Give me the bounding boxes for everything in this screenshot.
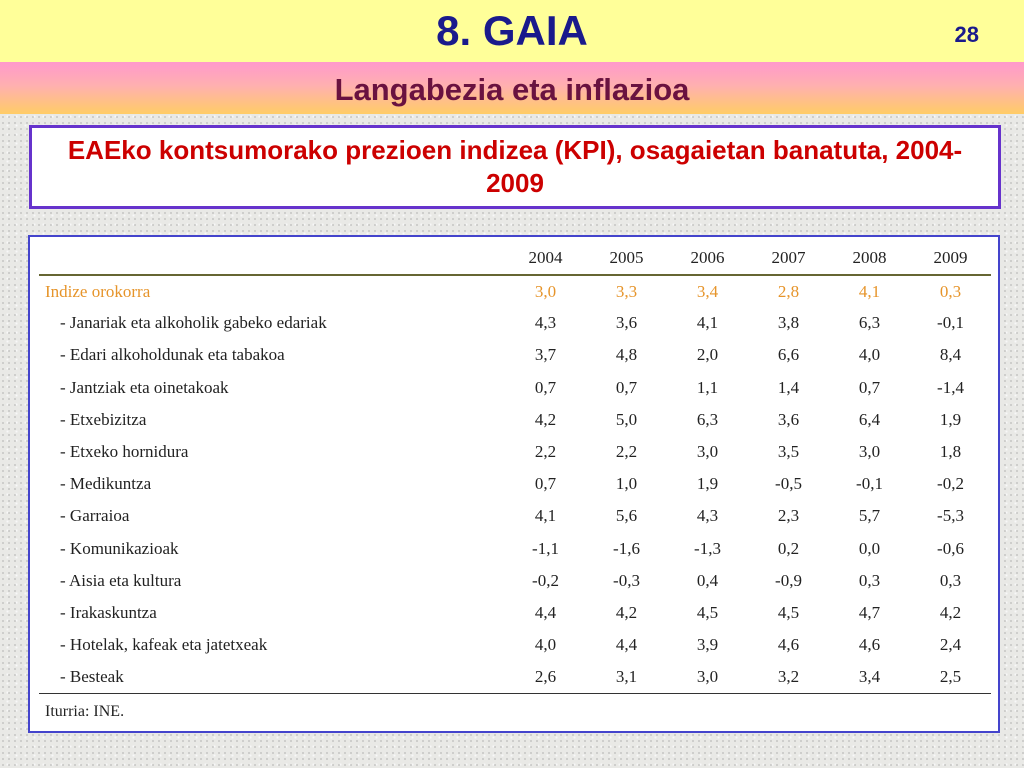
value-cell: 8,4: [939, 345, 962, 365]
value-cell: 4,2: [939, 602, 962, 622]
row-label: - Aisia eta kultura: [60, 570, 182, 590]
value-cell: 0,2: [777, 538, 800, 558]
year-header: 2007: [748, 241, 829, 275]
value-cell: 3,4: [696, 281, 719, 301]
value-cell: 6,6: [777, 345, 800, 365]
value-cell: 2,2: [534, 442, 557, 462]
value-cell: -5,3: [937, 506, 964, 526]
source-note: Iturria: INE.: [45, 703, 125, 720]
value-cell: 2,0: [696, 345, 719, 365]
value-cell: 6,3: [858, 313, 881, 333]
year-header: 2006: [667, 241, 748, 275]
value-cell: 0,7: [534, 377, 557, 397]
value-cell: -0,9: [775, 570, 802, 590]
value-cell: 4,0: [534, 635, 557, 655]
value-cell: 0,7: [615, 377, 638, 397]
table-panel: [28, 235, 1000, 733]
row-label: - Edari alkoholdunak eta tabakoa: [60, 345, 285, 365]
value-cell: 2,8: [777, 281, 800, 301]
value-cell: 0,0: [858, 538, 881, 558]
value-cell: 6,4: [858, 409, 881, 429]
value-cell: 0,4: [696, 570, 719, 590]
row-label: - Jantziak eta oinetakoak: [60, 377, 229, 397]
table-row-general-index: [39, 275, 991, 307]
value-cell: 3,6: [615, 313, 638, 333]
value-cell: 3,6: [777, 409, 800, 429]
value-cell: 4,1: [696, 313, 719, 333]
table-row: [39, 339, 991, 371]
value-cell: 3,0: [858, 442, 881, 462]
value-cell: 1,9: [696, 474, 719, 494]
value-cell: -0,6: [937, 538, 964, 558]
value-cell: 3,3: [615, 281, 638, 301]
table-heading-box: [29, 125, 1001, 209]
slide-subtitle: Langabezia eta inflazioa: [334, 72, 690, 107]
value-cell: 4,4: [615, 635, 638, 655]
value-cell: 4,8: [615, 345, 638, 365]
value-cell: -0,5: [775, 474, 802, 494]
value-cell: -0,2: [532, 570, 559, 590]
row-label: - Etxeko hornidura: [60, 442, 189, 462]
value-cell: 1,0: [615, 474, 638, 494]
year-header: 2009: [910, 241, 991, 275]
value-cell: 4,2: [615, 602, 638, 622]
value-cell: 3,9: [696, 635, 719, 655]
value-cell: 1,1: [696, 377, 719, 397]
year-header: 2004: [505, 241, 586, 275]
value-cell: 3,4: [829, 661, 910, 693]
value-cell: 5,0: [615, 409, 638, 429]
slide-title: 8. GAIA: [436, 7, 588, 54]
value-cell: 4,5: [696, 602, 719, 622]
table-heading: EAEko kontsumorako prezioen indizea (KPI), osagaietan banatuta, 2004-2009: [67, 135, 963, 198]
value-cell: 2,2: [615, 442, 638, 462]
value-cell: 5,7: [858, 506, 881, 526]
value-cell: 2,3: [777, 506, 800, 526]
value-cell: 4,3: [534, 313, 557, 333]
value-cell: 3,0: [696, 442, 719, 462]
value-cell: 4,5: [777, 602, 800, 622]
value-cell: 0,3: [939, 281, 962, 301]
row-label: - Etxebizitza: [60, 409, 147, 429]
table-row: [39, 372, 991, 404]
table-row: [39, 404, 991, 436]
value-cell: -0,2: [937, 474, 964, 494]
table-row: [39, 307, 991, 339]
value-cell: 4,4: [534, 602, 557, 622]
row-label: - Komunikazioak: [60, 538, 179, 558]
table-row: [39, 629, 991, 661]
table-row: [39, 533, 991, 565]
year-header: 2005: [586, 241, 667, 275]
value-cell: -1,6: [613, 538, 640, 558]
value-cell: 3,0: [667, 661, 748, 693]
row-label: - Besteak: [39, 661, 505, 693]
value-cell: 4,0: [858, 345, 881, 365]
table-row: [39, 661, 991, 693]
value-cell: -1,4: [937, 377, 964, 397]
value-cell: 0,7: [534, 474, 557, 494]
page-number: 28: [954, 22, 979, 47]
table-row: [39, 597, 991, 629]
value-cell: -1,3: [694, 538, 721, 558]
header-label-cell: [39, 241, 505, 275]
value-cell: 4,3: [696, 506, 719, 526]
value-cell: -0,1: [856, 474, 883, 494]
value-cell: 2,6: [505, 661, 586, 693]
value-cell: 3,5: [777, 442, 800, 462]
value-cell: 3,7: [534, 345, 557, 365]
value-cell: 1,4: [777, 377, 800, 397]
value-cell: 6,3: [696, 409, 719, 429]
value-cell: 4,1: [858, 281, 881, 301]
value-cell: 4,7: [858, 602, 881, 622]
value-cell: 0,7: [858, 377, 881, 397]
table-row: [39, 468, 991, 500]
cpi-table: [39, 241, 991, 694]
value-cell: 4,2: [534, 409, 557, 429]
value-cell: 3,0: [534, 281, 557, 301]
value-cell: 3,2: [748, 661, 829, 693]
table-row: [39, 500, 991, 532]
row-label: - Irakaskuntza: [60, 602, 157, 622]
row-label: - Garraioa: [60, 506, 130, 526]
row-label: Indize orokorra: [45, 281, 151, 301]
value-cell: 2,5: [910, 661, 991, 693]
value-cell: 0,3: [939, 570, 962, 590]
value-cell: 1,9: [939, 409, 962, 429]
value-cell: 1,8: [939, 442, 962, 462]
value-cell: -0,3: [613, 570, 640, 590]
table-header-row: [39, 241, 991, 275]
table-row: [39, 436, 991, 468]
value-cell: 0,3: [858, 570, 881, 590]
value-cell: 2,4: [939, 635, 962, 655]
value-cell: 3,8: [777, 313, 800, 333]
row-label: - Hotelak, kafeak eta jatetxeak: [60, 635, 268, 655]
value-cell: 5,6: [615, 506, 638, 526]
row-label: - Janariak eta alkoholik gabeko edariak: [60, 313, 327, 333]
row-label: - Medikuntza: [60, 474, 152, 494]
value-cell: -1,1: [532, 538, 559, 558]
value-cell: 4,6: [858, 635, 881, 655]
value-cell: 4,1: [534, 506, 557, 526]
value-cell: 4,6: [777, 635, 800, 655]
table-row: [39, 565, 991, 597]
value-cell: -0,1: [937, 313, 964, 333]
value-cell: 3,1: [586, 661, 667, 693]
year-header: 2008: [829, 241, 910, 275]
